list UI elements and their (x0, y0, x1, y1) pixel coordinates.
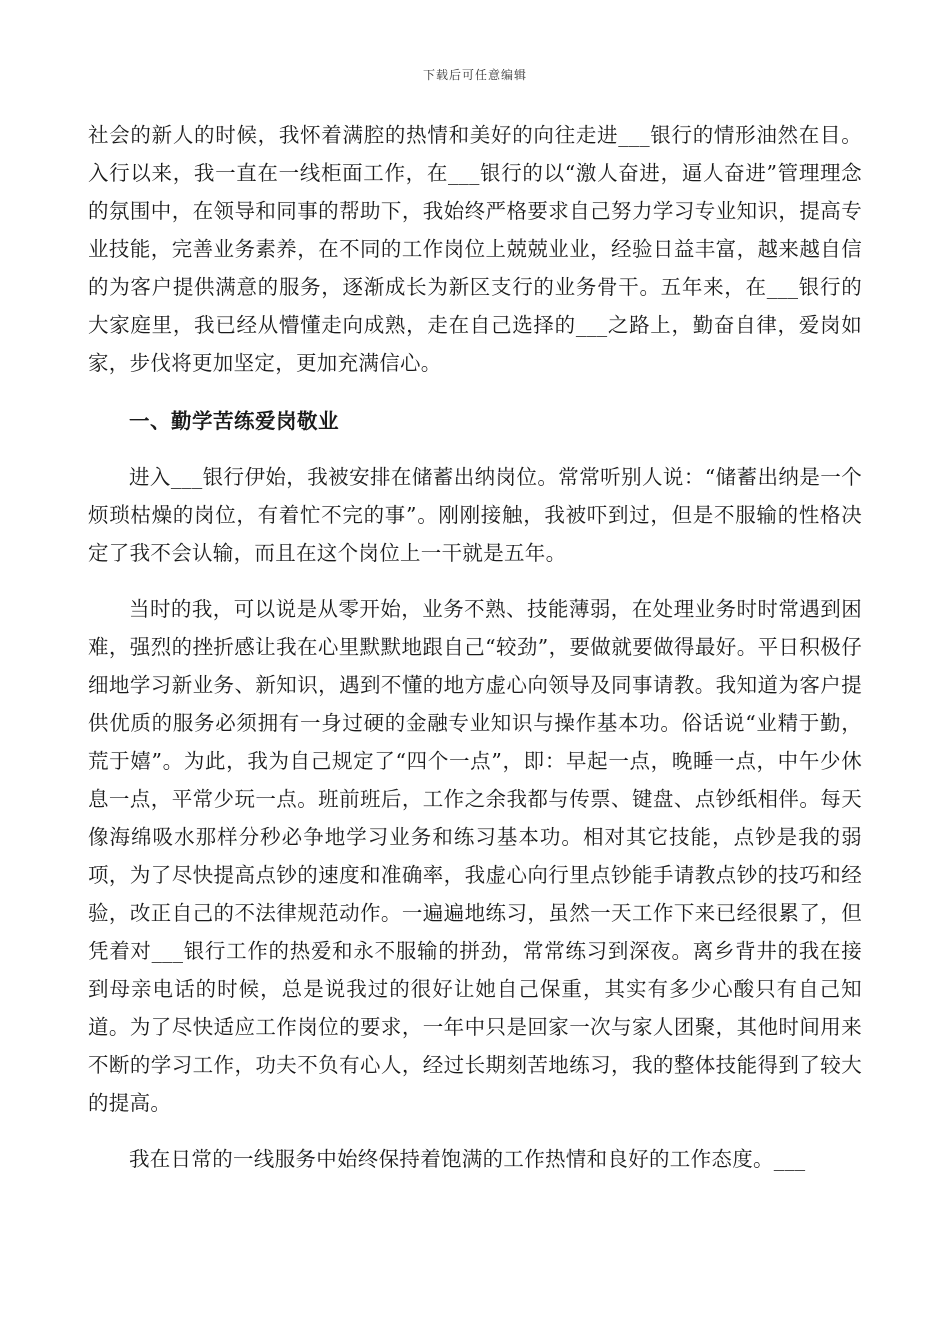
spacer (88, 572, 862, 590)
paragraph-intro: 社会的新人的时候，我怀着满腔的热情和美好的向往走进___银行的情形油然在目。入行以来，我一直在一线柜面工作，在___银行的以“激人奋进，逼人奋进”管理理念的氛围中，在领导和同事的帮助下，我始终严格要求自己努力学习专业知识，提高专业技能，完善业务素养，在不同的工作岗位上兢兢业业，经验日益丰富，越来越自信的为客户提供满意的服务，逐渐成长为新区支行的业务骨干。五年来，在___银行的大家庭里，我已经从懵懂走向成熟，走在自己选择的___之路上，勤奋自律，爱岗如家，步伐将更加坚定，更加充满信心。 (88, 123, 862, 375)
section-heading: 一、勤学苦练爱岗敬业 (129, 409, 339, 433)
paragraph-training: 当时的我，可以说是从零开始，业务不熟、技能薄弱，在处理业务时时常遇到困难，强烈的挫折感让我在心里默默地跟自己“较劲”，要做就要做得最好。平日积极仔细地学习新业务、新知识，遇到不懂的地方虚心向领导及同事请教。我知道为客户提供优质的服务必须拥有一身过硬的金融专业知识与操作基本功。俗话说“业精于勤，荒于嬉”。为此，我为自己规定了“四个一点”，即：早起一点，晚睡一点，中午少休息一点，平常少玩一点。班前班后，工作之余我都与传票、键盘、点钞纸相伴。每天像海绵吸水那样分秒必争地学习业务和练习基本功。相对其它技能，点钞是我的弱项，为了尽快提高点钞的速度和准确率，我虚心向行里点钞能手请教点钞的技巧和经验，改正自己的不法律规范动作。一遍遍地练习，虽然一天工作下来已经很累了，但凭着对___银行工作的热爱和永不服输的拼劲，常常练习到深夜。离乡背井的我在接到母亲电话的时候，总是说我过的很好让她自己保重，其实有多少心酸只有自己知道。为了尽快适应工作岗位的要求，一年中只是回家一次与家人团聚，其他时间用来不断的学习工作，功夫不负有心人，经过长期刻苦地练习，我的整体技能得到了较大的提高。 (88, 597, 862, 1115)
spacer (88, 440, 862, 458)
paragraph-service: 我在日常的一线服务中始终保持着饱满的工作热情和良好的工作态度。___ (129, 1147, 806, 1171)
page-header: 下载后可任意编辑 (422, 68, 527, 82)
document-body (88, 116, 862, 1178)
spacer (88, 1122, 862, 1140)
paragraph-joining: 进入___银行伊始，我被安排在储蓄出纳岗位。常常听别人说：“储蓄出纳是一个烦琐枯燥的岗位，有着忙不完的事”。刚刚接触，我被吓到过，但是不服输的性格决定了我不会认输，而且在这个岗位上一干就是五年。 (88, 465, 862, 565)
